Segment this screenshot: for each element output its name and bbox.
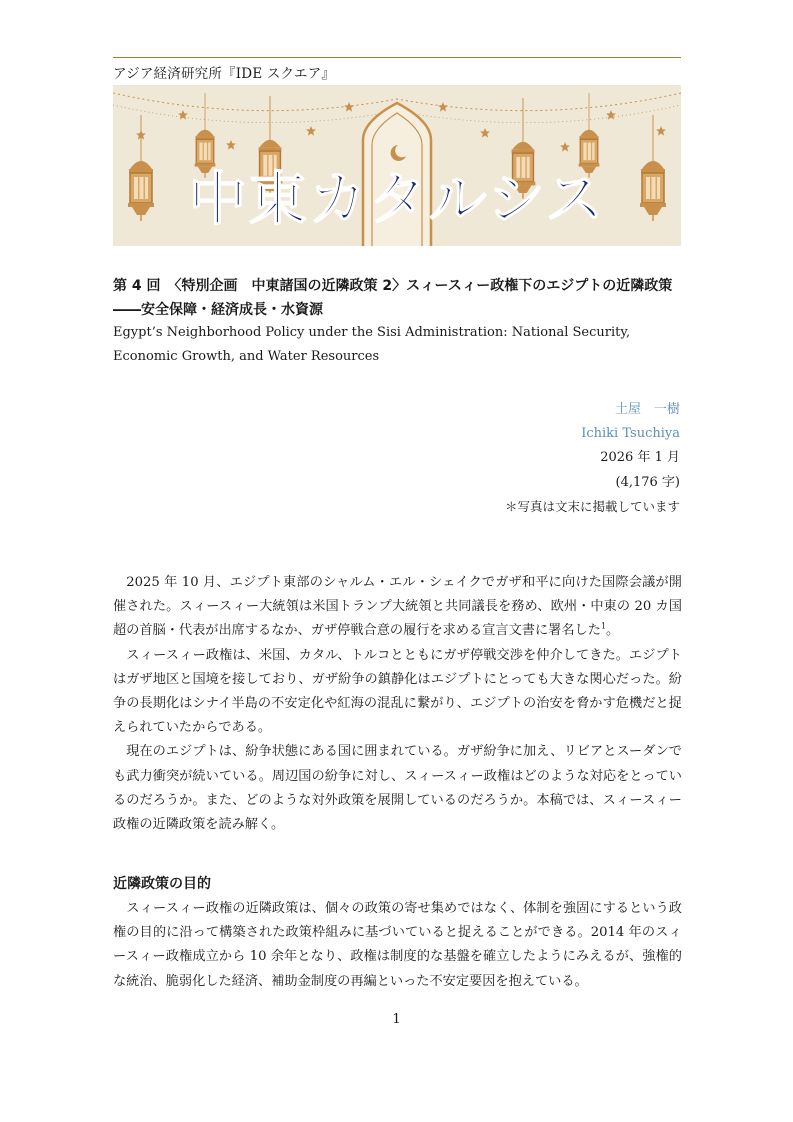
paragraph-text: 2025 年 10 月、エジプト東部のシャルム・エル・シェイクでガザ和平に向けた国際会議が開催された。スィースィー大統領は米国トランプ大統領と共同議長を務め、欧州・中東の 20 カ国超の首脳・代表が出席するなか、ガザ停戦合意の履行を求める宣言文書に署名した (113, 575, 682, 639)
paragraph: スィースィー政権は、米国、カタル、トルコとともにガザ停戦交渉を仲介してきた。エジプトはガザ地区と国境を接しており、ガザ紛争の鎮静化はエジプトにとっても大きな関心だった。紛争の長期化はシナイ半島の不安定化や紅海の混乱に繋がり、エジプトの治安を脅かす危機だと捉えられていたからである。 (113, 647, 682, 736)
section-heading: 近隣政策の目的 (113, 876, 211, 892)
paragraph-end: 。 (606, 623, 620, 639)
footnote-ref[interactable]: 1 (600, 622, 607, 632)
article-subtitle-en: Egypt’s Neighborhood Policy under the Sisi Administration: National Security, Economic Growth, and Water Resources (113, 325, 631, 364)
page-number: 1 (392, 1012, 401, 1027)
photo-note: ＊写真は文末に掲載しています (504, 499, 680, 514)
publication-label: アジア経済研究所『IDE スクエア』 (113, 66, 336, 82)
author-name-en[interactable]: Ichiki Tsuchiya (581, 426, 680, 441)
banner-image (113, 85, 681, 246)
banner-title: 中東カタルシス (188, 165, 606, 233)
author-name[interactable]: 土屋 一樹 (614, 402, 680, 417)
character-count: (4,176 字) (615, 475, 680, 490)
intro-section (113, 571, 682, 837)
paragraph: 現在のエジプトは、紛争状態にある国に囲まれている。ガザ紛争に加え、リビアとスーダンでも武力衝突が続いている。周辺国の紛争に対し、スィースィー政権はどのような対応をとっているのだろうか。また、どのような対外政策を展開しているのだろうか。本稿では、スィースィー政権の近隣政策を読み解く。 (113, 744, 682, 833)
section-body (113, 897, 682, 994)
paragraph (113, 571, 682, 644)
paragraph: スィースィー政権の近隣政策は、個々の政策の寄せ集めではなく、体制を強固にするという政権の目的に沿って構築された政策枠組みに基づいていると捉えることができる。2014 年のスィースィー政権成立から 10 余年となり、政権は制度的な基盤を確立したようにみえるが、強権的な統治、脆弱化した経済、補助金制度の再編といった不安定要因を抱えている。 (113, 901, 682, 989)
publication-date: 2026 年 1 月 (600, 450, 680, 465)
article-title: 第 4 回 〈特別企画 中東諸国の近隣政策 2〉スィースィー政権下のエジプトの近隣政策――安全保障・経済成長・水資源 (113, 278, 673, 318)
header-rule (113, 57, 681, 58)
